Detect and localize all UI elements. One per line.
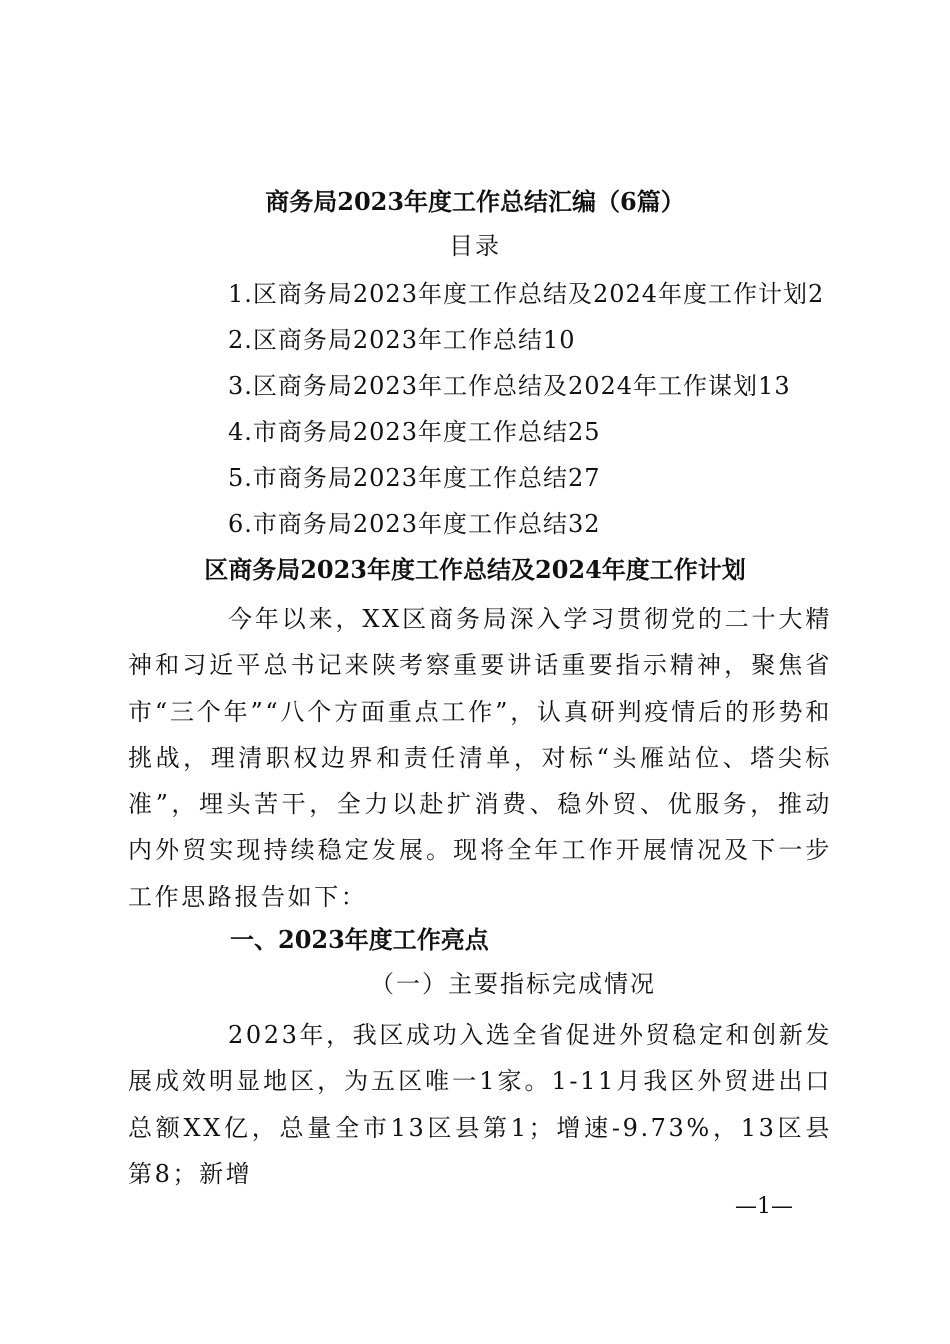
toc-heading: 目录 (449, 232, 501, 260)
toc-item: 2.区商务局2023年工作总结10 (228, 326, 576, 354)
heading-level-1: 一、2023年度工作亮点 (230, 925, 489, 954)
toc-item: 3.区商务局2023年工作总结及2024年工作谋划13 (228, 372, 791, 400)
heading-level-2: （一）主要指标完成情况 (370, 970, 656, 998)
toc-item: 4.市商务局2023年度工作总结25 (228, 418, 601, 446)
toc-item: 6.市商务局2023年度工作总结32 (228, 510, 601, 538)
section-title: 区商务局2023年度工作总结及2024年度工作计划 (204, 555, 746, 584)
intro-paragraph: 今年以来，XX区商务局深入学习贯彻党的二十大精神和习近平总书记来陕考察重要讲话重要指示精神，聚焦省市“三个年”“八个方面重点工作”，认真研判疫情后的形势和挑战，理清职权边界和责任清单，对标“头雁站位、塔尖标准”，埋头苦干，全力以赴扩消费、稳外贸、优服务，推动内外贸实现持续稳定发展。现将全年工作开展情况及下一步工作思路报告如下： (128, 605, 832, 911)
body-paragraph: 2023年，我区成功入选全省促进外贸稳定和创新发展成效明显地区，为五区唯一1家。1-11月我区外贸进出口总额XX亿，总量全市13区县第1；增速-9.73%，13区县第8；新增 (128, 1021, 832, 1188)
toc-item: 5.市商务局2023年度工作总结27 (228, 464, 601, 492)
toc-item: 1.区商务局2023年度工作总结及2024年度工作计划2 (228, 280, 825, 308)
document-title: 商务局2023年度工作总结汇编（6篇） (265, 187, 685, 216)
page-number: —1— (735, 1194, 793, 1219)
table-of-contents (228, 276, 824, 552)
